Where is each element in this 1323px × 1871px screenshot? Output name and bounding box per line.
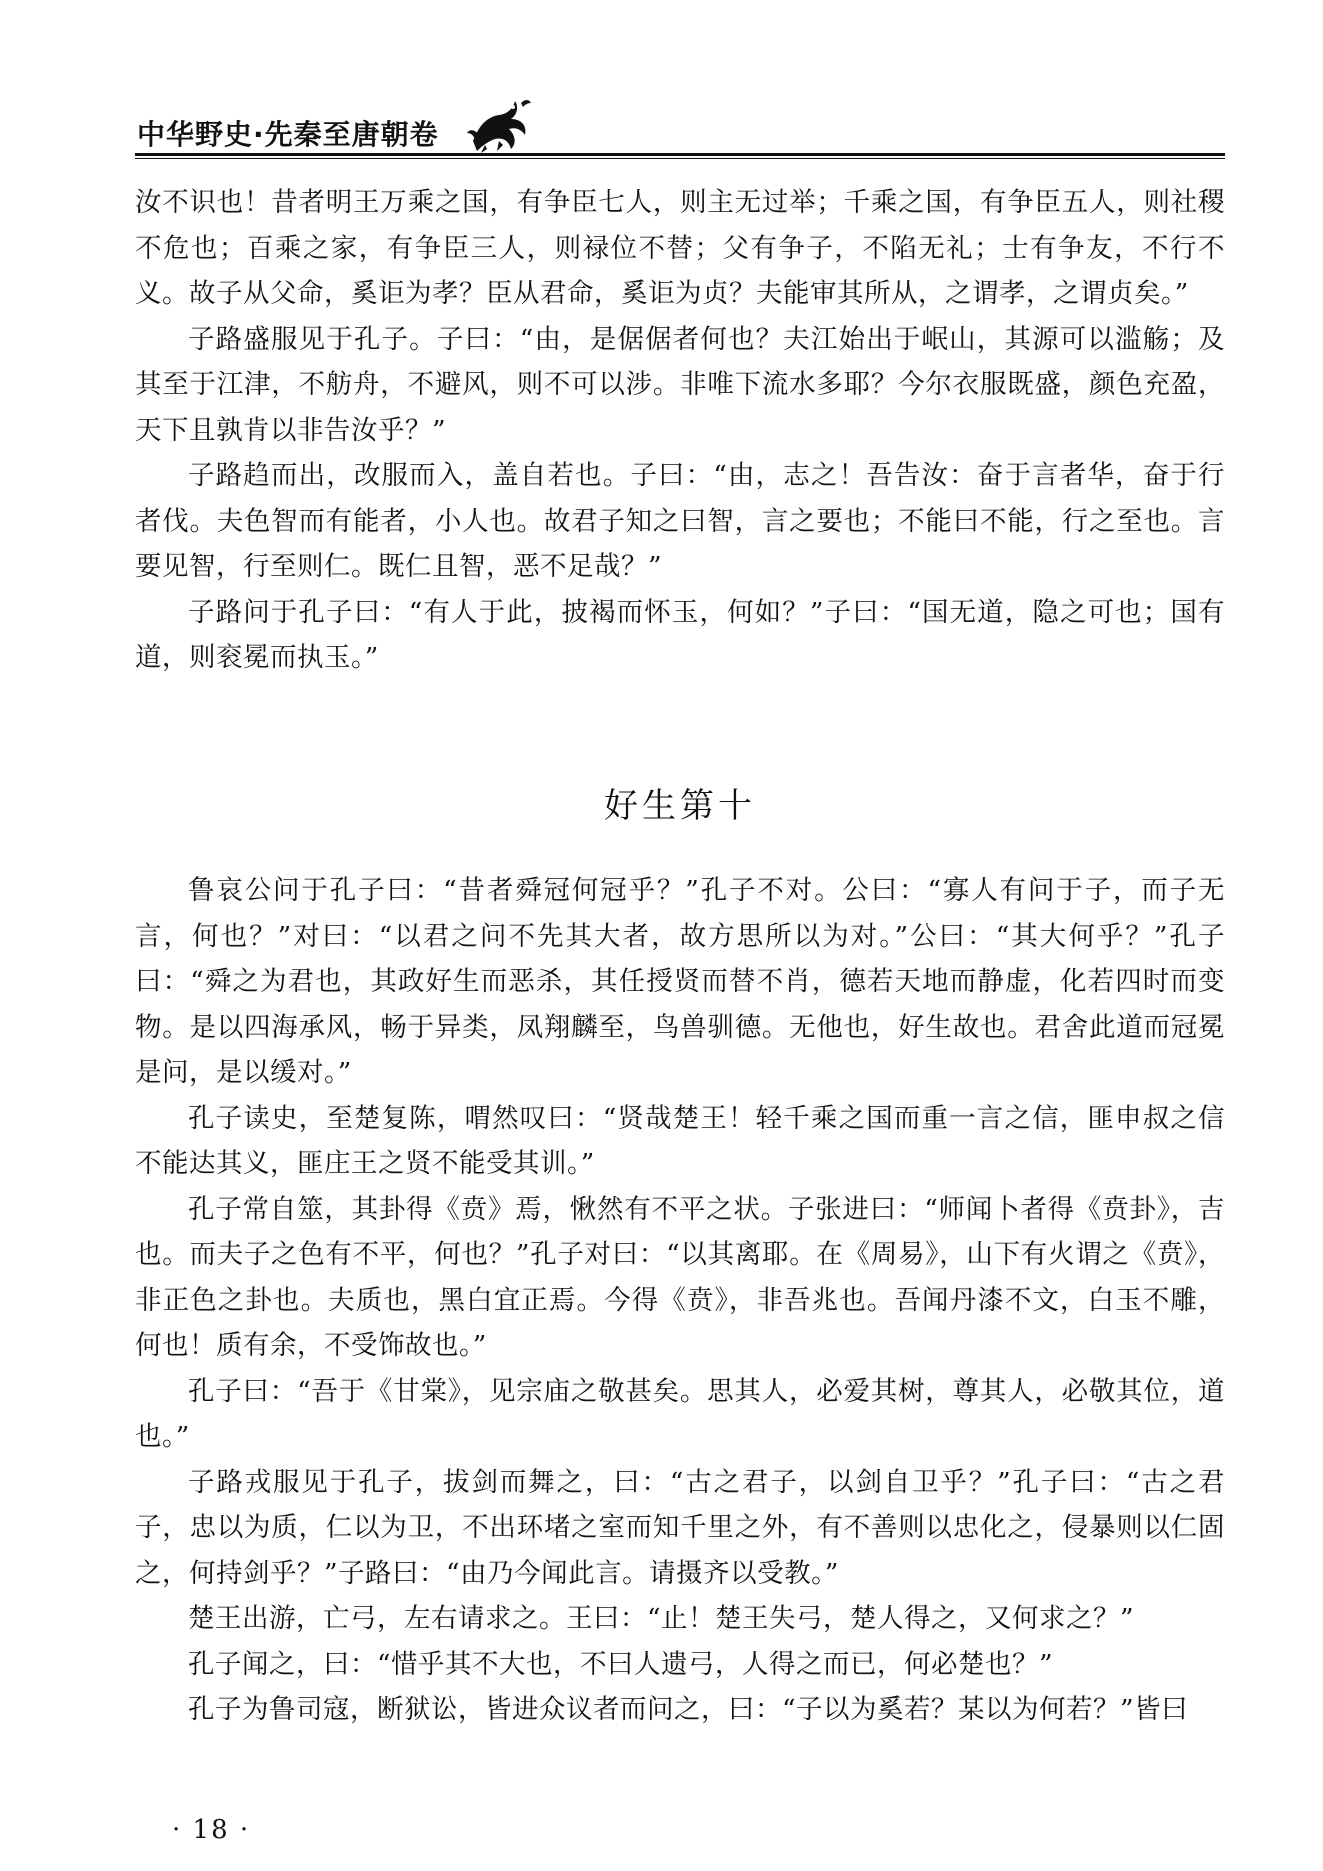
paragraph: 孔子读史，至楚复陈，喟然叹曰：“贤哉楚王！轻千乘之国而重一言之信，匪申叔之信不能达其义，匪庄王之贤不能受其训。”	[135, 1102, 1225, 1179]
dragon-emblem-icon	[465, 95, 535, 157]
header-rule	[135, 153, 1225, 156]
paragraph: 孔子为鲁司寇，断狱讼，皆进众议者而问之，曰：“子以为奚若？某以为何若？”皆曰	[188, 1694, 1189, 1725]
top-text-block	[135, 180, 1225, 681]
section-text-block	[135, 868, 1225, 1733]
paragraph: 子路趋而出，改服而入，盖自若也。子曰：“由，志之！吾告汝：奋于言者华，奋于行者伐。夫色智而有能者，小人也。故君子知之曰智，言之要也；不能曰不能，行之至也。言要见智，行至则仁。既仁且智，恶不足哉？”	[135, 460, 1225, 582]
paragraph: 子路问于孔子曰：“有人于此，披褐而怀玉，何如？”子曰：“国无道，隐之可也；国有道，则衮冕而执玉。”	[135, 596, 1225, 673]
book-title: 中华野史·先秦至唐朝卷	[137, 118, 439, 151]
header-rule-thin	[135, 158, 1225, 159]
running-header	[135, 95, 1225, 165]
paragraph: 子路盛服见于孔子。子曰：“由，是倨倨者何也？夫江始出于岷山，其源可以滥觞；及其至于江津，不舫舟，不避风，则不可以涉。非唯下流水多耶？今尔衣服既盛，颜色充盈，天下且孰肯以非告汝乎？”	[135, 323, 1225, 446]
paragraph: 鲁哀公问于孔子曰：“昔者舜冠何冠乎？”孔子不对。公曰：“寡人有问于子，而子无言，何也？”对曰：“以君之问不先其大者，故方思所以为对。”公曰：“其大何乎？”孔子曰：“舜之为君也，其政好生而恶杀，其任授贤而替不肖，德若天地而静虚，化若四时而变物。是以四海承风，畅于异类，凤翔麟至，鸟兽驯德。无他也，好生故也。君舍此道而冠冕是问，是以缓对。”	[135, 875, 1225, 1088]
section-title: 好生第十	[604, 786, 756, 826]
paragraph: 孔子常自筮，其卦得《贲》焉，愀然有不平之状。子张进曰：“师闻卜者得《贲卦》，吉也。而夫子之色有不平，何也？”孔子对曰：“以其离耶。在《周易》，山下有火谓之《贲》，非正色之卦也。夫质也，黑白宜正焉。今得《贲》，非吾兆也。吾闻丹漆不文，白玉不雕，何也！质有余，不受饰故也。”	[135, 1193, 1225, 1361]
paragraph: 孔子曰：“吾于《甘棠》，见宗庙之敬甚矣。思其人，必爱其树，尊其人，必敬其位，道也。”	[135, 1375, 1225, 1452]
paragraph: 子路戎服见于孔子，拔剑而舞之，曰：“古之君子，以剑自卫乎？”孔子曰：“古之君子，忠以为质，仁以为卫，不出环堵之室而知千里之外，有不善则以忠化之，侵暴则以仁固之，何持剑乎？”子路曰：“由乃今闻此言。请摄齐以受教。”	[135, 1466, 1225, 1589]
paragraph: 楚王出游，亡弓，左右请求之。王曰：“止！楚王失弓，楚人得之，又何求之？”	[188, 1603, 1135, 1634]
page-number: · 18 ·	[172, 1815, 251, 1845]
paragraph: 孔子闻之，曰：“惜乎其不大也，不曰人遗弓，人得之而已，何必楚也？”	[188, 1648, 1054, 1680]
paragraph: 汝不识也！昔者明王万乘之国，有争臣七人，则主无过举；千乘之国，有争臣五人，则社稷不危也；百乘之家，有争臣三人，则禄位不替；父有争子，不陷无礼；士有争友，不行不义。故子从父命，奚讵为孝？臣从君命，奚讵为贞？夫能审其所从，之谓孝，之谓贞矣。”	[135, 187, 1225, 309]
